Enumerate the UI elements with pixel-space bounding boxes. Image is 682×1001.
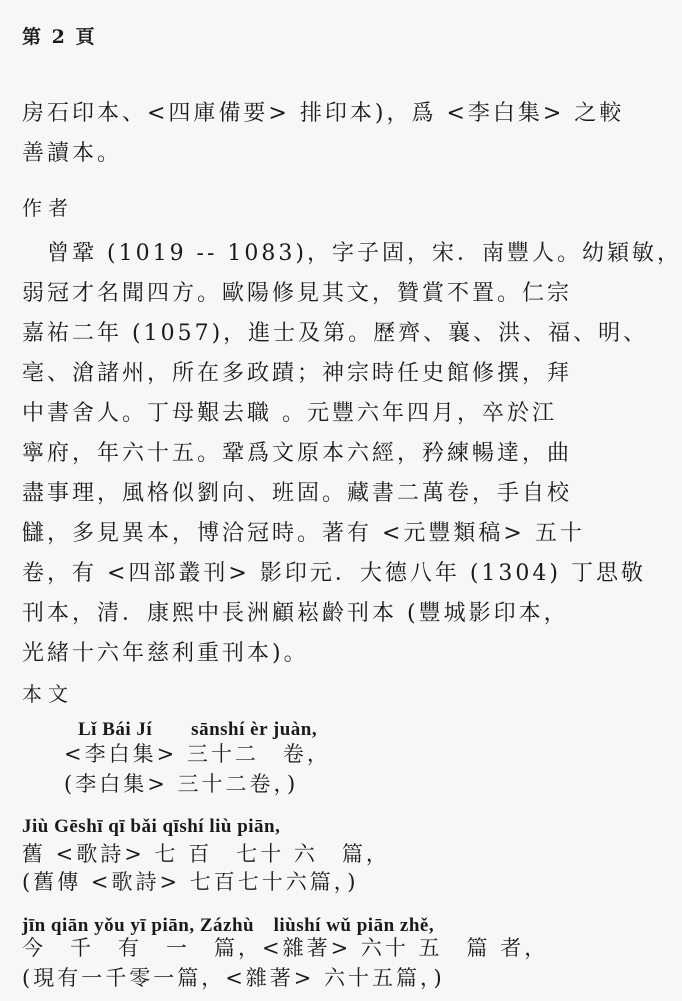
author-line: 嘉祐二年 (1057)，進士及第。歷齊、襄、洪、福、明、 (22, 321, 649, 346)
intro-line-1: 房石印本、<四庫備要> 排印本)，爲 <李白集> 之較 (22, 101, 625, 126)
pinyin-line: jīn qiān yǒu yī piān, Zázhù liùshí wǔ piān zhě, (22, 915, 435, 936)
author-line: 讎，多見異本，博洽冠時。著有 <元豐類稿> 五十 (22, 521, 585, 546)
pinyin-line: Lǐ Bái Jí sānshí èr juàn, (78, 719, 318, 740)
author-line: 卷，有 <四部叢刊> 影印元．大德八年 (1304) 丁思敬 (22, 561, 646, 586)
author-line: 刊本，清．康熙中長洲顧崧齡刊本 (豐城影印本， (22, 601, 569, 626)
author-line: 曾鞏 (1019 -- 1083)，字子固，宋．南豐人。幼穎敏， (22, 241, 682, 266)
author-line: 弱冠才名聞四方。歐陽修見其文，贊賞不置。仁宗 (22, 281, 573, 306)
verse-note: (李白集> 三十二卷，) (64, 772, 299, 796)
author-line: 亳、滄諸州，所在多政蹟；神宗時任史館修撰，拜 (22, 361, 573, 386)
text-heading: 本文 (22, 682, 74, 706)
verse-note: (現有一千零一篇，<雜著> 六十五篇，) (22, 966, 445, 990)
verse-note: (舊傳 <歌詩> 七百七十六篇，) (22, 870, 359, 894)
intro-line-2: 善讀本。 (22, 141, 123, 166)
author-line: 盡事理，風格似劉向、班固。藏書二萬卷，手自校 (22, 481, 573, 506)
verse-line: <李白集> 三十二 卷， (64, 742, 331, 766)
author-heading: 作者 (22, 196, 74, 220)
verse-line: 今 千 有 一 篇，<雜著> 六十 五 篇 者， (22, 936, 549, 960)
author-line: 中書舍人。丁母艱去職 。元豐六年四月，卒於江 (22, 401, 557, 426)
page-number: 第 2 頁 (22, 26, 97, 48)
author-line: 寧府，年六十五。鞏爲文原本六經，矜練暢達，曲 (22, 441, 573, 466)
verse-line: 舊 <歌詩> 七 百 七十 六 篇， (22, 842, 390, 866)
author-line: 光緒十六年慈利重刊本)。 (22, 641, 309, 666)
pinyin-line: Jiù Gēshī qī bǎi qīshí liù piān, (22, 816, 281, 837)
